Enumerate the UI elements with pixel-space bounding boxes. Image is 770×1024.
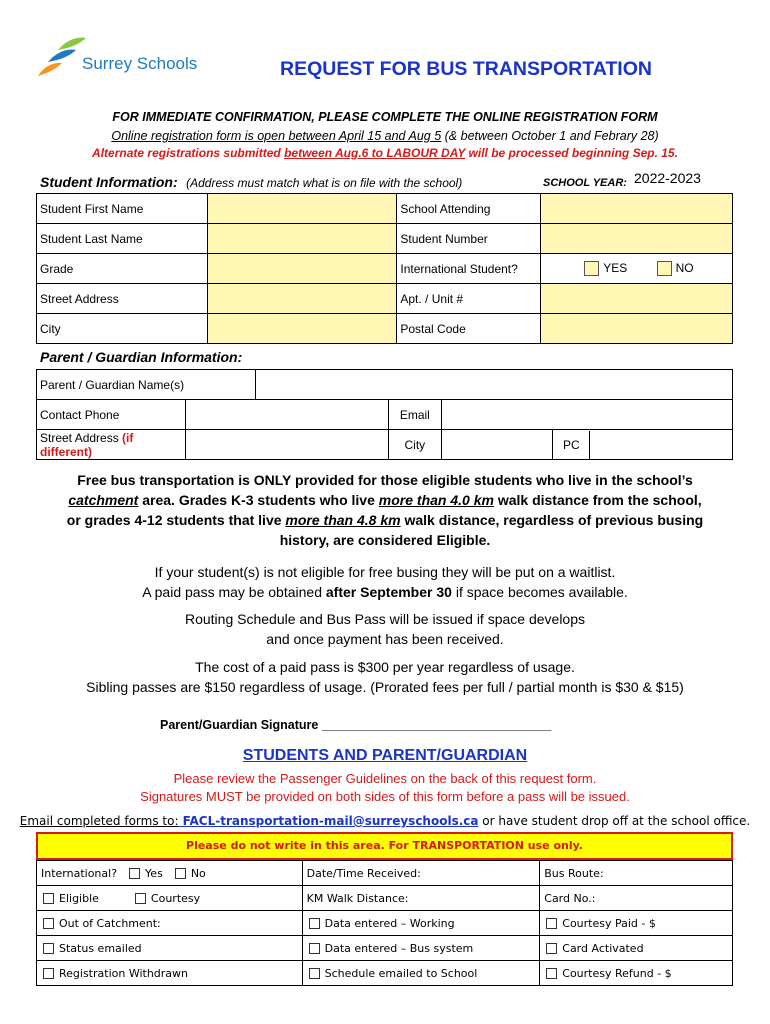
student-first-name-field[interactable] — [207, 194, 397, 224]
email-instructions: Email completed forms to: FACL-transportation-mail@surreyschools.ca or have student drop off at the school office. — [19, 814, 751, 828]
city-field[interactable] — [207, 314, 397, 344]
student-last-name-field[interactable] — [207, 224, 397, 254]
logo-text: Surrey Schools — [82, 54, 198, 73]
office-data-bus-checkbox[interactable] — [309, 943, 320, 954]
email-field[interactable] — [441, 400, 732, 430]
office-bus-route: Bus Route: — [540, 861, 733, 886]
office-out-of-catchment: Out of Catchment: — [37, 911, 303, 936]
office-status-emailed-checkbox[interactable] — [43, 943, 54, 954]
student-number-label: Student Number — [397, 224, 541, 254]
student-number-field[interactable] — [541, 224, 733, 254]
signature-line[interactable]: Parent/Guardian Signature _________________________________ — [160, 718, 552, 732]
intro-line-1: FOR IMMEDIATE CONFIRMATION, PLEASE COMPLETE THE ONLINE REGISTRATION FORM — [112, 110, 658, 124]
student-info-heading: Student Information: (Address must match what is on file with the school) — [40, 174, 463, 190]
apt-unit-label: Apt. / Unit # — [397, 284, 541, 314]
international-student-options — [541, 254, 733, 284]
guardian-street-field[interactable] — [185, 430, 388, 460]
grade-label: Grade — [37, 254, 208, 284]
guardian-names-label: Parent / Guardian Name(s) — [37, 370, 256, 400]
international-no-checkbox[interactable]: NO — [657, 261, 694, 275]
office-international-cell: International? Yes No — [37, 861, 303, 886]
transportation-email-link[interactable]: FACL-transportation-mail@surreyschools.ca — [178, 814, 479, 828]
office-courtesy-refund: Courtesy Refund - $ — [540, 961, 733, 986]
intro-line-3: Alternate registrations submitted between Aug.6 to LABOUR DAY will be processed beginning Sep. 15. — [92, 146, 678, 160]
waitlist-paragraph: If your student(s) is not eligible for free busing they will be put on a waitlist. A paid pass may be obtained after September 30 if space becomes available. — [142, 564, 628, 600]
international-student-label: International Student? — [397, 254, 541, 284]
office-data-working: Data entered – Working — [302, 911, 540, 936]
office-out-catchment-checkbox[interactable] — [43, 918, 54, 929]
guardian-street-label: Street Address (if different) — [37, 430, 186, 460]
guardian-contact-table — [36, 399, 733, 460]
school-year-value: 2022-2023 — [634, 170, 701, 186]
office-schedule-emailed-checkbox[interactable] — [309, 968, 320, 979]
office-status-emailed: Status emailed — [37, 936, 303, 961]
school-year-label: SCHOOL YEAR: — [543, 177, 627, 189]
street-address-field[interactable] — [207, 284, 397, 314]
guardian-city-label: City — [389, 430, 442, 460]
guidelines-line-1: Please review the Passenger Guidelines on the back of this request form. — [173, 771, 597, 786]
school-attending-label: School Attending — [397, 194, 541, 224]
office-card-activated-checkbox[interactable] — [546, 943, 557, 954]
page-title: REQUEST FOR BUS TRANSPORTATION — [280, 58, 652, 80]
office-withdrawn: Registration Withdrawn — [37, 961, 303, 986]
contact-phone-label: Contact Phone — [37, 400, 186, 430]
office-courtesy-paid-checkbox[interactable] — [546, 918, 557, 929]
office-yes-checkbox[interactable] — [129, 868, 140, 879]
office-courtesy-refund-checkbox[interactable] — [546, 968, 557, 979]
postal-code-label: Postal Code — [397, 314, 541, 344]
office-card-no: Card No.: — [540, 886, 733, 911]
guardian-pc-cell — [553, 430, 733, 460]
street-address-label: Street Address — [37, 284, 208, 314]
routing-paragraph: Routing Schedule and Bus Pass will be issued if space develops and once payment has been received. — [184, 611, 586, 647]
guardian-info-table — [36, 369, 733, 400]
guardian-pc-label: PC — [553, 431, 590, 459]
office-data-bus: Data entered – Bus system — [302, 936, 540, 961]
office-data-working-checkbox[interactable] — [309, 918, 320, 929]
office-no-checkbox[interactable] — [175, 868, 186, 879]
office-eligibility-cell: Eligible Courtesy — [37, 886, 303, 911]
office-use-banner: Please do not write in this area. For TRANSPORTATION use only. — [36, 832, 733, 860]
student-last-name-label: Student Last Name — [37, 224, 208, 254]
office-use-table — [36, 860, 733, 986]
guardian-city-field[interactable] — [441, 430, 553, 460]
contact-phone-field[interactable] — [185, 400, 388, 430]
email-label: Email — [389, 400, 442, 430]
office-card-activated: Card Activated — [540, 936, 733, 961]
logo-mark-icon — [36, 32, 86, 80]
office-schedule-emailed: Schedule emailed to School — [302, 961, 540, 986]
guardian-info-heading: Parent / Guardian Information: — [40, 349, 243, 365]
apt-unit-field[interactable] — [541, 284, 733, 314]
office-courtesy-paid: Courtesy Paid - $ — [540, 911, 733, 936]
office-withdrawn-checkbox[interactable] — [43, 968, 54, 979]
student-info-table — [36, 193, 733, 344]
eligibility-text: Free bus transportation is ONLY provided for those eligible students who live in the school’s catchment area. Grades K-3 students who live more than 4.0 km walk distance from the school, or grades 4-12 students that live more than 4.8 km walk distance, regardless of previous busing history, are considered Eligible. — [66, 472, 704, 548]
city-label: City — [37, 314, 208, 344]
office-km-walk: KM Walk Distance: — [302, 886, 540, 911]
student-first-name-label: Student First Name — [37, 194, 208, 224]
grade-field[interactable] — [207, 254, 397, 284]
postal-code-field[interactable] — [541, 314, 733, 344]
cost-paragraph: The cost of a paid pass is $300 per year regardless of usage. Sibling passes are $150 regardless of usage. (Prorated fees per full / partial month is $30 & $15) — [86, 659, 684, 695]
office-courtesy-checkbox[interactable] — [135, 893, 146, 904]
international-yes-checkbox[interactable]: YES — [584, 261, 627, 275]
guardian-names-field[interactable] — [256, 370, 733, 400]
office-date-received: Date/Time Received: — [302, 861, 540, 886]
school-attending-field[interactable] — [541, 194, 733, 224]
surrey-schools-logo — [36, 32, 236, 80]
office-eligible-checkbox[interactable] — [43, 893, 54, 904]
students-guardian-heading: STUDENTS AND PARENT/GUARDIAN — [242, 747, 528, 764]
intro-line-2: Online registration form is open between April 15 and Aug 5 (& between October 1 and Febrary 28) — [111, 129, 659, 143]
guidelines-line-2: Signatures MUST be provided on both sides of this form before a pass will be issued. — [140, 789, 630, 804]
